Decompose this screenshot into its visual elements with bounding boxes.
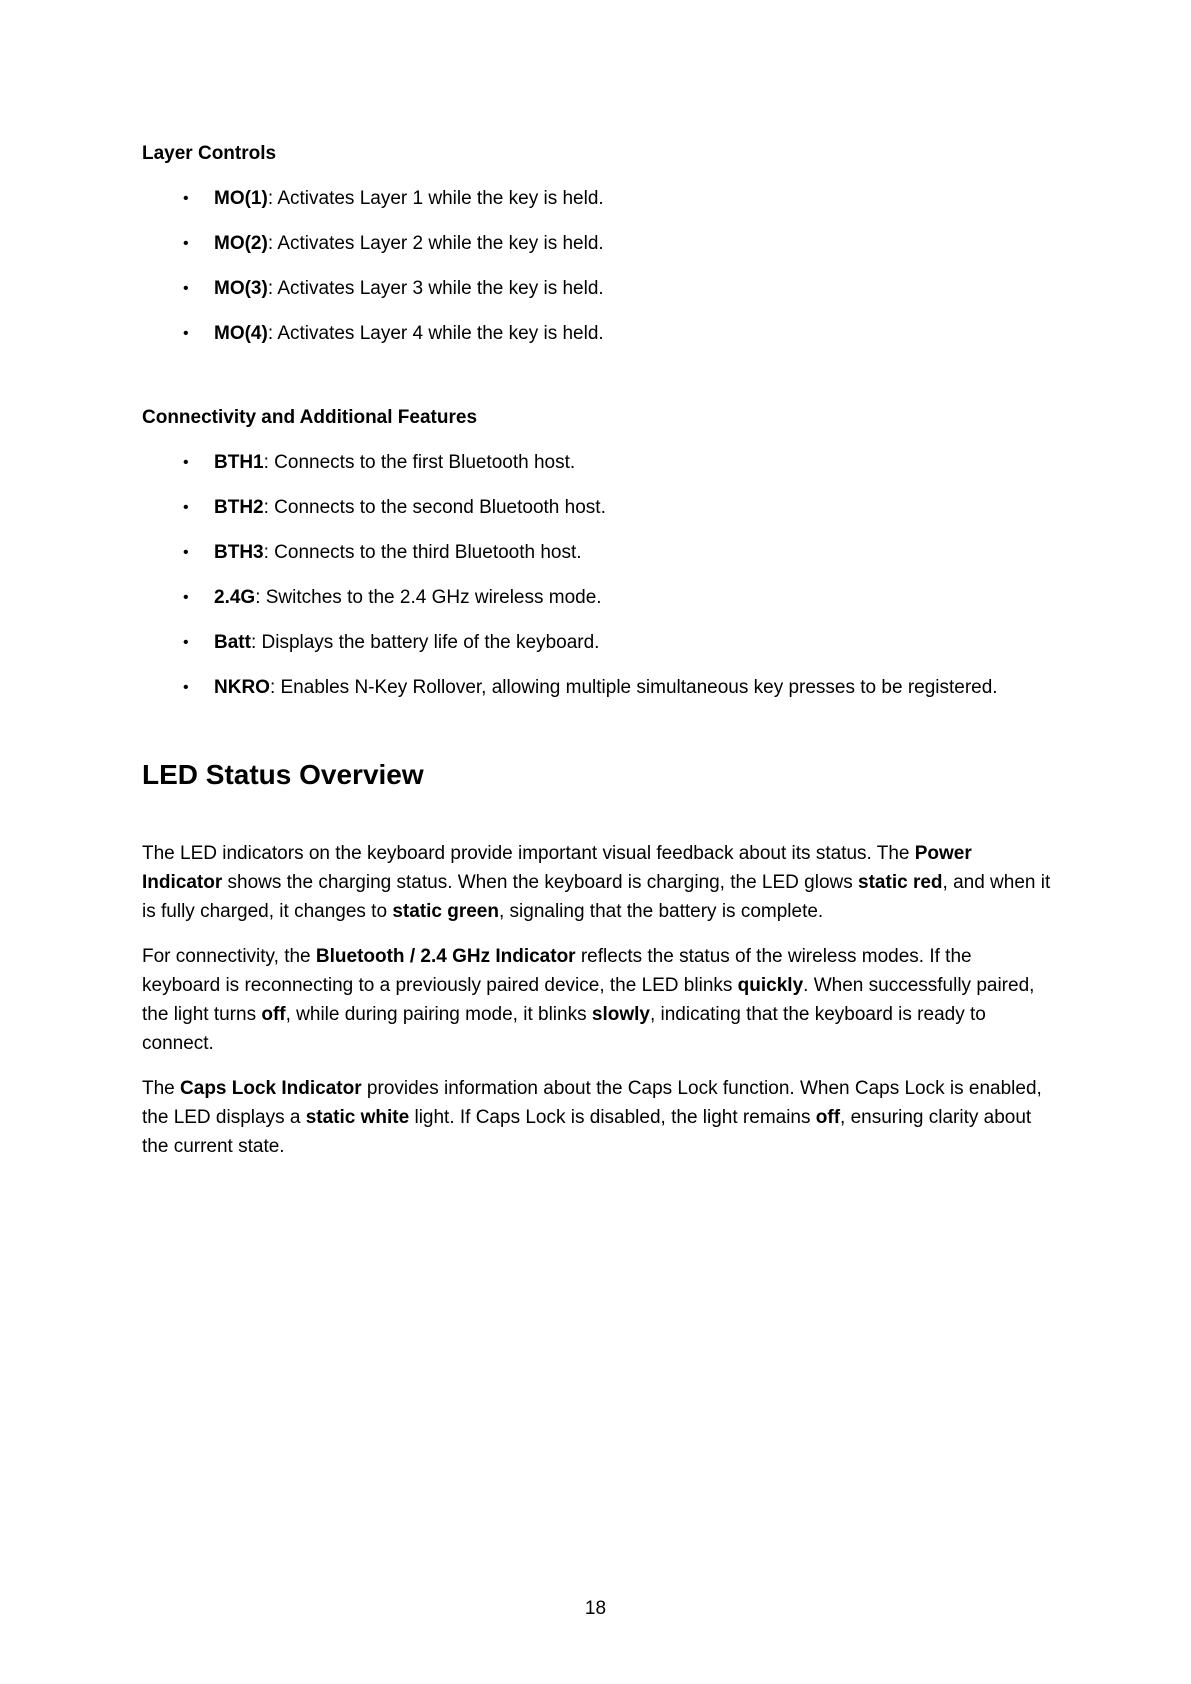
- emphasis: off: [261, 1004, 286, 1025]
- text: The: [142, 1078, 181, 1099]
- key-description: : Connects to the first Bluetooth host.: [263, 452, 576, 473]
- emphasis: static white: [305, 1107, 410, 1128]
- list-item: [142, 231, 1052, 257]
- list-item: [142, 675, 1052, 701]
- power-indicator-paragraph: [142, 839, 1052, 926]
- text: , indicating that the keyboard is ready to connect.: [142, 1004, 986, 1054]
- spacer: [142, 793, 1052, 839]
- key-description: : Activates Layer 4 while the key is held.: [267, 323, 604, 344]
- list-item: [142, 585, 1052, 611]
- key-name: MO(1): [214, 188, 268, 209]
- list-item: [142, 450, 1052, 476]
- key-description: : Activates Layer 3 while the key is held.: [267, 278, 604, 299]
- led-status-heading: LED Status Overview: [142, 759, 424, 790]
- bullet-icon: •: [183, 634, 189, 651]
- key-name: MO(3): [214, 278, 268, 299]
- text: . When successfully paired, the light turns: [142, 975, 1035, 1025]
- bullet-icon: •: [183, 544, 189, 561]
- bullet-icon: •: [183, 499, 189, 516]
- page-number: 18: [584, 1598, 607, 1619]
- list-item: [142, 540, 1052, 566]
- key-name: Batt: [214, 632, 251, 653]
- text: light. If Caps Lock is disabled, the light remains: [409, 1107, 816, 1128]
- key-description: : Switches to the 2.4 GHz wireless mode.: [255, 587, 602, 608]
- text: , ensuring clarity about the current state.: [142, 1107, 1032, 1157]
- caps-lock-indicator-paragraph: [142, 1074, 1052, 1161]
- emphasis: Caps Lock Indicator: [180, 1078, 362, 1099]
- key-description: : Displays the battery life of the keyboard.: [250, 632, 600, 653]
- bullet-icon: •: [183, 589, 189, 606]
- key-description: : Enables N-Key Rollover, allowing multiple simultaneous key presses to be registered.: [269, 677, 998, 698]
- key-name: 2.4G: [214, 587, 256, 608]
- key-name: MO(2): [214, 233, 268, 254]
- key-description: : Activates Layer 1 while the key is held.: [267, 188, 604, 209]
- bullet-icon: •: [183, 190, 189, 207]
- spacer: [142, 926, 1052, 942]
- layer-controls-title: Layer Controls: [142, 143, 277, 164]
- connectivity-title: Connectivity and Additional Features: [142, 407, 478, 428]
- text: , and when it is fully charged, it changes to: [142, 872, 1051, 922]
- emphasis: Power Indicator: [142, 843, 972, 893]
- list-item: [142, 276, 1052, 302]
- emphasis: off: [815, 1107, 841, 1128]
- key-description: : Connects to the second Bluetooth host.: [263, 497, 606, 518]
- key-description: : Connects to the third Bluetooth host.: [263, 542, 582, 563]
- emphasis: Bluetooth / 2.4 GHz Indicator: [315, 946, 576, 967]
- spacer: [142, 1058, 1052, 1074]
- text: , signaling that the battery is complete.: [498, 901, 824, 922]
- connectivity-list: [142, 450, 1052, 701]
- bullet-icon: •: [183, 679, 189, 696]
- emphasis: static green: [392, 901, 499, 922]
- spacer: [142, 701, 1052, 757]
- key-name: BTH1: [214, 452, 264, 473]
- bullet-icon: •: [183, 235, 189, 252]
- text: provides information about the Caps Lock function. When Caps Lock is enabled, the LED displays a: [142, 1078, 1042, 1128]
- page-content: [142, 141, 1052, 1161]
- bullet-icon: •: [183, 280, 189, 297]
- bullet-icon: •: [183, 454, 189, 471]
- emphasis: static red: [858, 872, 943, 893]
- spacer: [142, 347, 1052, 405]
- layer-controls-list: [142, 186, 1052, 347]
- text: shows the charging status. When the keyboard is charging, the LED glows: [222, 872, 859, 893]
- emphasis: slowly: [591, 1004, 650, 1025]
- list-item: [142, 186, 1052, 212]
- key-description: : Activates Layer 2 while the key is held.: [267, 233, 604, 254]
- list-item: [142, 630, 1052, 656]
- connectivity-indicator-paragraph: [142, 942, 1052, 1058]
- emphasis: quickly: [737, 975, 804, 996]
- text: , while during pairing mode, it blinks: [285, 1004, 592, 1025]
- text: For connectivity, the: [142, 946, 316, 967]
- key-name: BTH2: [214, 497, 264, 518]
- bullet-icon: •: [183, 325, 189, 342]
- key-name: MO(4): [214, 323, 268, 344]
- list-item: [142, 495, 1052, 521]
- list-item: [142, 321, 1052, 347]
- key-name: NKRO: [214, 677, 270, 698]
- text: The LED indicators on the keyboard provide important visual feedback about its status. The: [142, 843, 915, 864]
- key-name: BTH3: [214, 542, 264, 563]
- text: reflects the status of the wireless modes. If the keyboard is reconnecting to a previously paired device, the LED blinks: [142, 946, 972, 996]
